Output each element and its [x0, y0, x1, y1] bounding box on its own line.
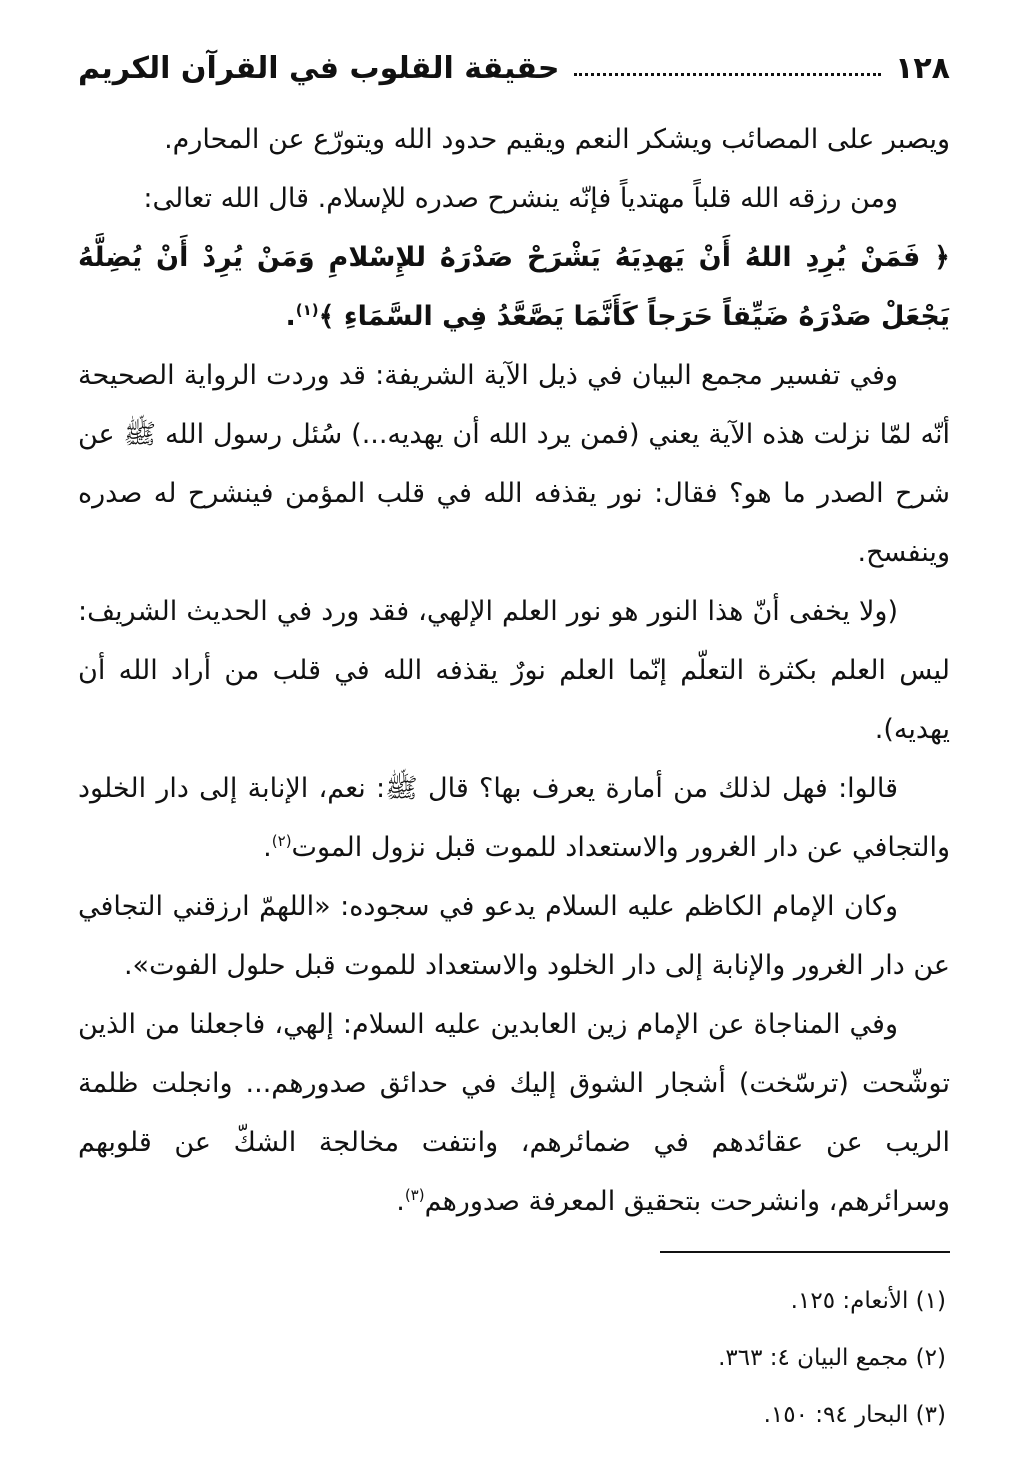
footnotes — [78, 1273, 950, 1444]
paragraph-hadith: (ولا يخفى أنّ هذا النور هو نور العلم الإلهي، فقد ورد في الحديث الشريف: ليس العلم بكثرة التعلّم إنّما العلم نورٌ يقذفه الله في قلب من أراد الله أن يهديه). — [78, 596, 950, 745]
footnote-ref-3: (٣) — [404, 1186, 425, 1204]
footnote-divider — [660, 1251, 950, 1253]
page-number: ١٢٨ — [895, 50, 950, 86]
paragraph-sign: قالوا: فهل لذلك من أمارة يعرف بها؟ قال ﷺ: نعم، الإنابة إلى دار الخلود والتجافي عن دار الغرور والاستعداد للموت قبل نزول الموت$^{(٢)}$. — [78, 773, 950, 863]
footnote-ref-2: (٢) — [271, 832, 292, 850]
book-page — [78, 40, 950, 1434]
footnote-2: (٢) مجمع البيان ٤: ٣٦٣. — [718, 1345, 946, 1371]
header-leader-dots — [574, 73, 882, 76]
book-title: حقيقة القلوب في القرآن الكريم — [78, 50, 560, 86]
page-body — [78, 110, 950, 1231]
quran-verse: ﴿ فَمَنْ يُرِدِ اللهُ أَنْ يَهدِيَهُ يَشْرَحْ صَدْرَهُ للإِسْلامِ وَمَنْ يُرِدْ أَنْ يُضِلَّهُ يَجْعَلْ صَدْرَهُ ضَيِّقاً حَرَجاً كَأَنَّمَا يَصَّعَّدُ فِي السَّمَاءِ ﴾$^{(١)}$. — [78, 242, 950, 332]
paragraph-1: ويصبر على المصائب ويشكر النعم ويقيم حدود الله ويتورّع عن المحارم. — [164, 124, 950, 155]
paragraph-munajat: وفي المناجاة عن الإمام زين العابدين عليه السلام: إلهي، فاجعلنا من الذين توشّحت (ترسّخت) أشجار الشوق إليك في حدائق صدورهم... وانجلت ظلمة الريب عن عقائدهم في ضمائرهم، وانتفت مخالجة الشكّ عن قلوبهم وسرائرهم، وانشرحت بتحقيق المعرفة صدورهم$^{(٣)}$. — [78, 1009, 950, 1217]
paragraph-2: ومن رزقه الله قلباً مهتدياً فإنّه ينشرح صدره للإسلام. قال الله تعالى: — [143, 183, 898, 214]
paragraph-kazim: وكان الإمام الكاظم عليه السلام يدعو في سجوده: «اللهمّ ارزقني التجافي عن دار الغرور والإنابة إلى دار الخلود والاستعداد للموت قبل حلول الفوت». — [78, 891, 950, 981]
footnote-1: (١) الأنعام: ١٢٥. — [790, 1288, 946, 1314]
running-header — [78, 40, 950, 96]
footnote-ref-1: (١) — [295, 301, 319, 319]
footnote-3: (٣) البحار ٩٤: ١٥٠. — [763, 1402, 946, 1428]
paragraph-tafsir: وفي تفسير مجمع البيان في ذيل الآية الشريفة: قد وردت الرواية الصحيحة أنّه لمّا نزلت هذه الآية يعني (فمن يرد الله أن يهديه...) سُئل رسول الله ﷺ عن شرح الصدر ما هو؟ فقال: نور يقذفه الله في قلب المؤمن فينشرح له صدره وينفسح. — [78, 360, 950, 568]
